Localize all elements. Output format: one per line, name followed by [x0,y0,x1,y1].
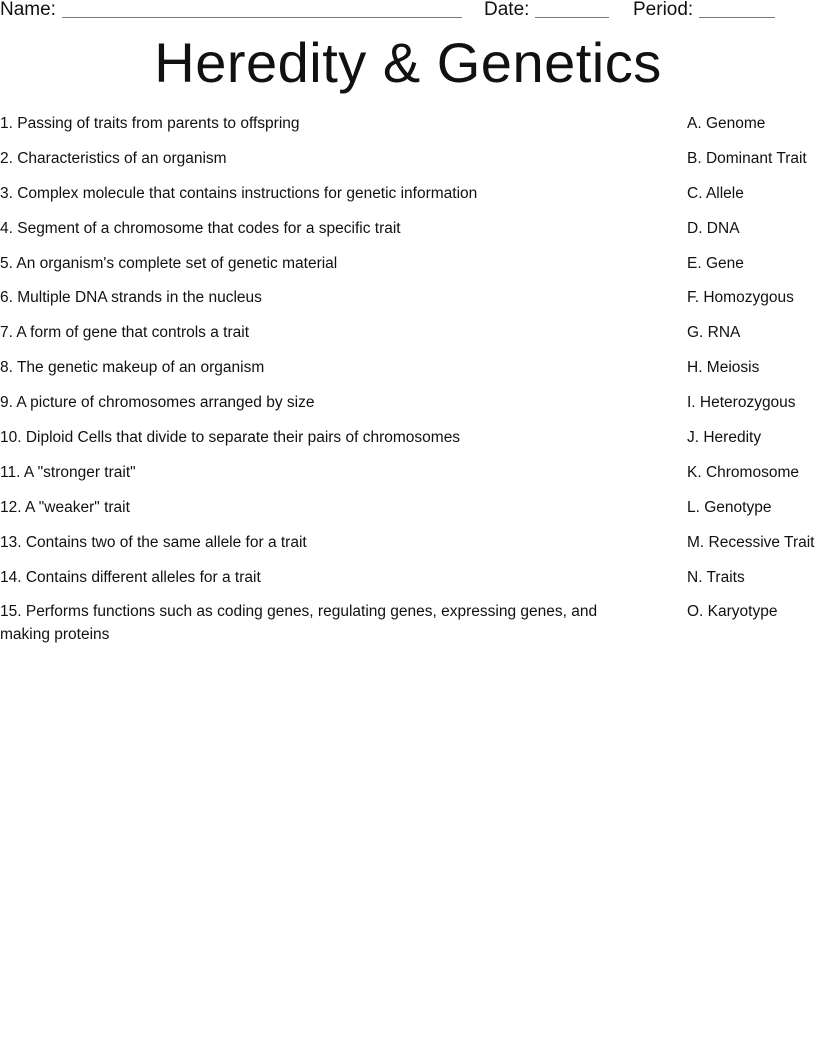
answer-item: E. Gene [687,254,744,272]
worksheet-title: Heredity & Genetics [154,31,662,94]
answer-item: L. Genotype [687,498,772,516]
answer-item: B. Dominant Trait [687,149,807,167]
clue-text: 3. Complex molecule that contains instructions for genetic information [0,184,478,202]
answer-item: M. Recessive Trait [687,533,815,551]
clue-text: 12. A "weaker" trait [0,498,130,516]
worksheet-header [0,0,816,24]
clue-text: 9. A picture of chromosomes arranged by size [0,394,315,412]
answer-item: I. Heterozygous [687,394,796,412]
clue-text: 14. Contains different alleles for a trait [0,568,261,586]
date-label: Date: [484,0,530,20]
clue-text: 15. Performs functions such as coding genes, regulating genes, expressing genes, and making proteins [0,603,598,644]
clue-text: 5. An organism's complete set of genetic material [0,254,338,272]
answer-item: O. Karyotype [687,603,778,621]
clue-item [0,147,650,182]
clue-item [0,286,650,321]
date-blank-line[interactable] [535,0,609,18]
clue-list [0,112,650,646]
clue-text: 11. A "stronger trait" [0,463,136,481]
period-label: Period: [633,0,694,20]
clue-item [0,426,650,461]
clue-item [0,461,650,496]
answer-item: C. Allele [687,184,744,202]
clue-text: 7. A form of gene that controls a trait [0,324,249,342]
clue-text: 2. Characteristics of an organism [0,149,227,167]
answer-item: D. DNA [687,219,740,237]
date-field[interactable] [484,0,609,20]
period-blank-line[interactable] [699,0,775,18]
clue-item [0,531,650,566]
clue-item [0,356,650,391]
answer-bank [687,112,816,635]
answer-item: F. Homozygous [687,289,794,307]
clue-item [0,496,650,531]
answer-item: J. Heredity [687,429,762,447]
name-blank-line[interactable] [62,0,462,18]
clue-text: 1. Passing of traits from parents to offspring [0,115,300,132]
answer-item: K. Chromosome [687,463,799,481]
clue-item [0,321,650,356]
clue-text: 6. Multiple DNA strands in the nucleus [0,289,262,307]
clue-text: 13. Contains two of the same allele for a trait [0,533,307,551]
clue-item [0,112,650,147]
clue-text: 8. The genetic makeup of an organism [0,359,265,377]
name-label: Name: [0,0,56,20]
answer-item: H. Meiosis [687,359,760,377]
clue-item [0,252,650,287]
answer-item: A. Genome [687,115,766,132]
answer-item: N. Traits [687,568,745,586]
clue-text: 4. Segment of a chromosome that codes for a specific trait [0,219,401,237]
name-field[interactable] [0,0,462,20]
clue-item [0,566,650,601]
clue-item [0,600,650,646]
clue-item [0,217,650,252]
clue-item [0,391,650,426]
clue-text: 10. Diploid Cells that divide to separate their pairs of chromosomes [0,429,461,447]
answer-item: G. RNA [687,324,741,342]
clue-item [0,182,650,217]
period-field[interactable] [633,0,775,20]
